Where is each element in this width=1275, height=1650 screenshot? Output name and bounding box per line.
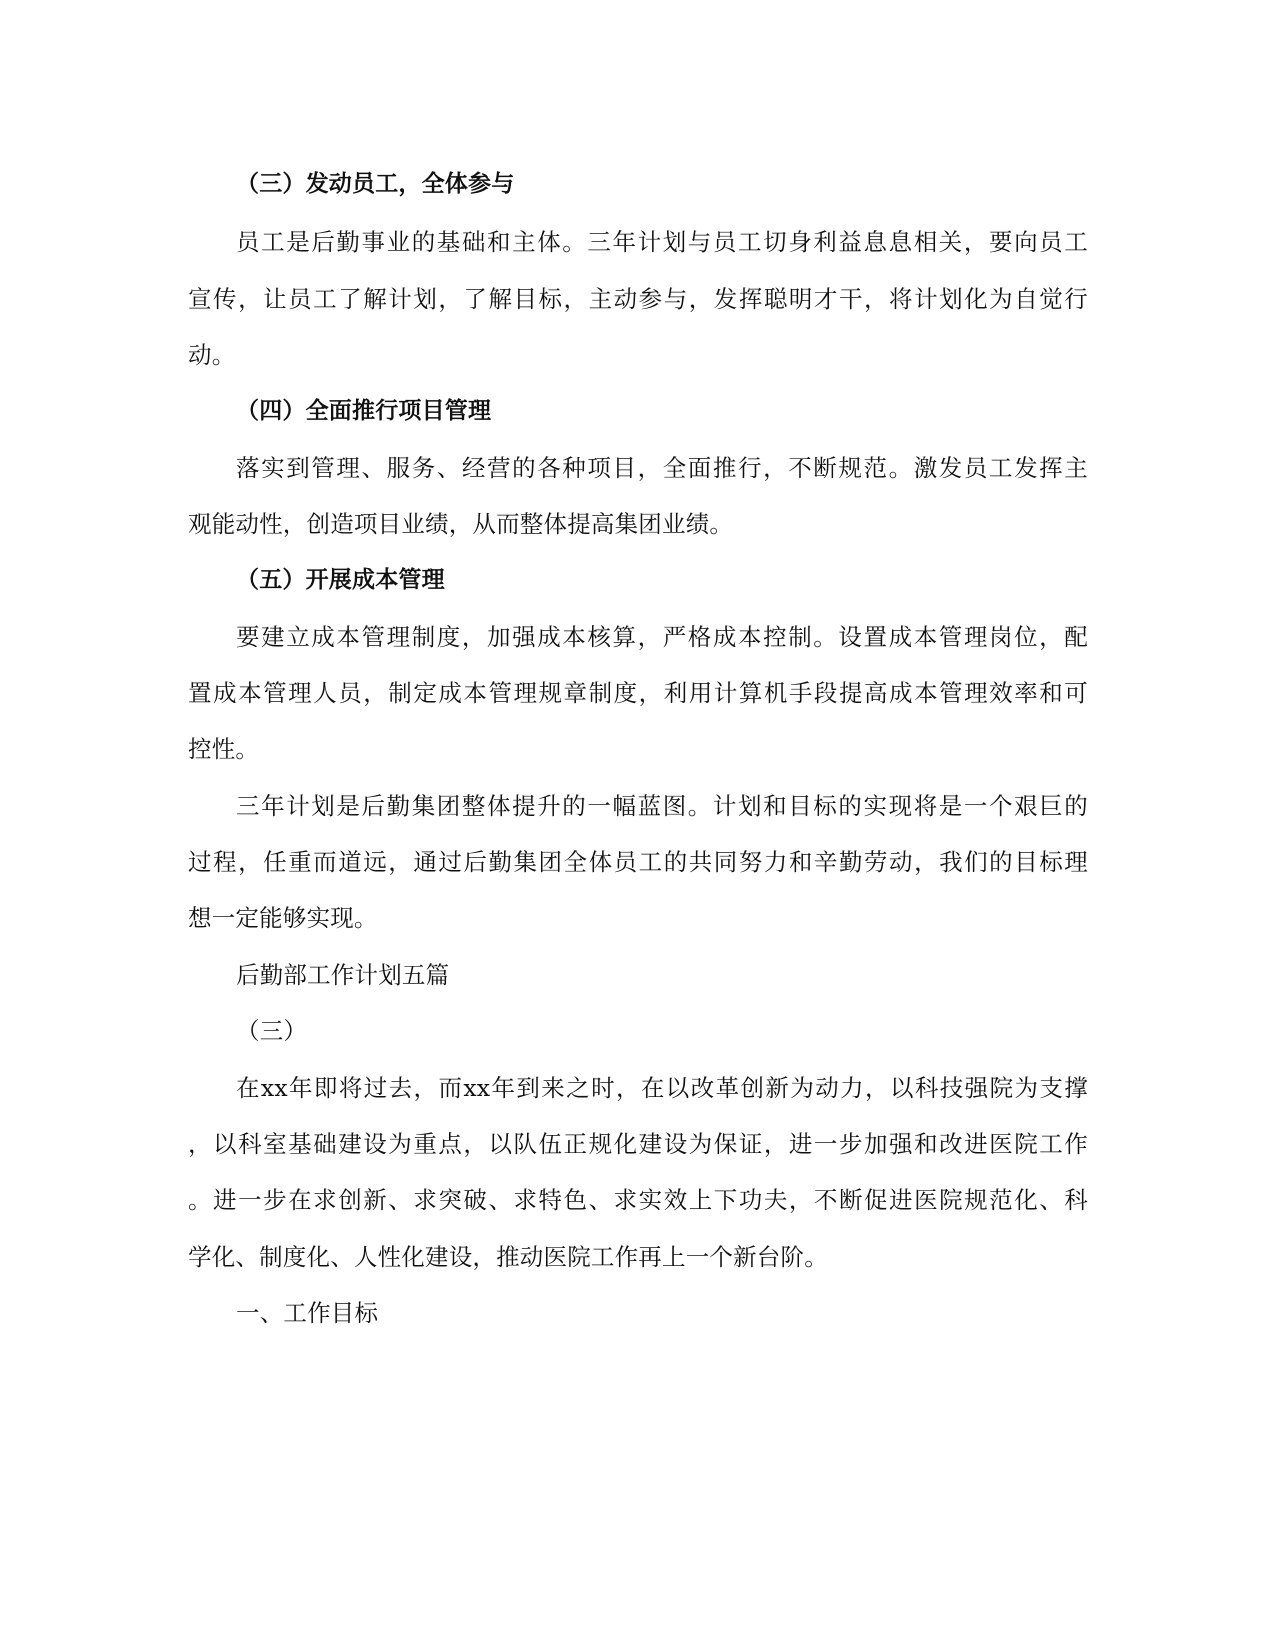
paragraph-line: 三年计划是后勤集团整体提升的一幅蓝图。计划和目标的实现将是一个艰巨的 (236, 792, 1088, 820)
paragraph-line: 在xx年即将过去，而xx年到来之时，在以改革创新为动力，以科技强院为支撑 (236, 1074, 1088, 1102)
paragraph-line: 想一定能够实现。 (188, 904, 378, 932)
document-title: 后勤部工作计划五篇 (236, 961, 450, 989)
section-heading-4: （四）全面推行项目管理 (236, 398, 492, 424)
paragraph-line: 学化、制度化、人性化建设，推动医院工作再上一个新台阶。 (188, 1243, 828, 1271)
paragraph-line: ，以科室基础建设为重点，以队伍正规化建设为保证，进一步加强和改进医院工作 (188, 1130, 1088, 1158)
paragraph-line: 控性。 (188, 735, 260, 763)
paragraph-line: 。进一步在求创新、求突破、求特色、求实效上下功夫，不断促进医院规范化、科 (188, 1186, 1088, 1214)
paragraph-line: 要建立成本管理制度，加强成本核算，严格成本控制。设置成本管理岗位，配 (236, 623, 1088, 651)
paragraph-line: 宣传，让员工了解计划，了解目标，主动参与，发挥聪明才干，将计划化为自觉行 (188, 285, 1088, 313)
paragraph-line: 动。 (188, 341, 236, 369)
paragraph-line: 员工是后勤事业的基础和主体。三年计划与员工切身利益息息相关，要向员工 (236, 228, 1088, 256)
paragraph-line: 过程，任重而道远，通过后勤集团全体员工的共同努力和辛勤劳动，我们的目标理 (188, 848, 1088, 876)
section-heading-3: （三）发动员工，全体参与 (236, 171, 515, 197)
paragraph-line: 置成本管理人员，制定成本管理规章制度，利用计算机手段提高成本管理效率和可 (188, 679, 1088, 707)
paragraph-line: 观能动性，创造项目业绩，从而整体提高集团业绩。 (188, 510, 734, 538)
document-subtitle: （三） (236, 1017, 308, 1045)
section-heading-5: （五）开展成本管理 (236, 567, 445, 593)
goal-heading: 一、工作目标 (236, 1299, 379, 1327)
paragraph-line: 落实到管理、服务、经营的各种项目，全面推行，不断规范。激发员工发挥主 (236, 454, 1088, 482)
